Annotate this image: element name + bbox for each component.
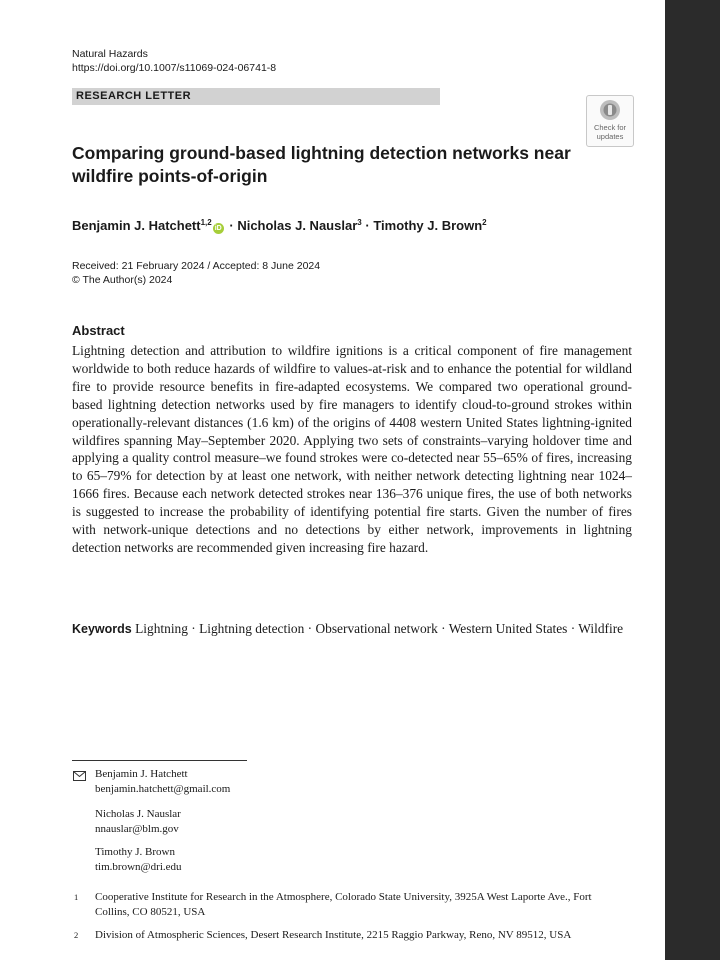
author-name: Timothy J. Brown [373, 218, 483, 233]
affiliation-number: 2 [74, 930, 79, 940]
correspondence-email[interactable]: tim.brown@dri.edu [95, 861, 182, 873]
abstract-text: Lightning detection and attribution to wildfire ignitions is a critical component of fire management worldwide to both reduce hazards of wildfire to values-at-risk and to enhance the potential for wildland fire to provide resource benefits in fire-adapted ecosystems. We compared two operational ground-based lightning detection networks used by fire managers to identify cloud-to-ground strokes within operationally-relevant distances (1.6 km) of the origins of 4408 western United States lightning-ignited wildfires spanning May–September 2020. Applying two sets of constraints–varying holdover time and applying a quality control measure–we found strokes were co-detected near 55–65% of fires, increasing to 65–79% for detection by at least one network, with neither network detecting lightning near 1024–1666 fires. Because each network detected strokes near 136–376 unique fires, the use of both networks is suggested to increase the probability of identifying potential fire starts. Given the number of fires with network-unique detections and no detections by either network, improvements in lightning detection networks are recommended given increasing fire hazard. [72, 343, 632, 555]
affiliation-text: Division of Atmospheric Sciences, Desert Research Institute, 2215 Raggio Parkway, Reno, NV 89512, USA [95, 929, 572, 941]
envelope-icon [73, 771, 86, 781]
copyright-notice: © The Author(s) 2024 [72, 274, 173, 286]
author-separator: · [229, 218, 234, 233]
correspondence-email[interactable]: nnauslar@blm.gov [95, 823, 179, 835]
affiliation-number: 1 [74, 892, 79, 902]
author-affiliation-marker: 1,2 [200, 218, 212, 227]
check-for-updates-label: Check for updates [593, 123, 627, 141]
article-type-label: RESEARCH LETTER [76, 90, 192, 102]
author-affiliation-marker: 2 [482, 218, 487, 227]
received-accepted-dates: Received: 21 February 2024 / Accepted: 8 June 2024 [72, 260, 321, 272]
keywords-text: Lightning · Lightning detection · Observational network · Western United States · Wildfire [135, 621, 624, 636]
author-affiliation-marker: 3 [357, 218, 362, 227]
abstract-heading: Abstract [72, 323, 125, 338]
correspondence-name: Timothy J. Brown [95, 846, 175, 858]
check-for-updates-badge[interactable] [586, 95, 634, 147]
article-type-banner [72, 88, 440, 105]
doi-link[interactable]: https://doi.org/10.1007/s11069-024-06741-8 [72, 62, 277, 74]
paper-title: Comparing ground-based lightning detection networks near wildfire points-of-origin [72, 143, 571, 186]
correspondence-name: Benjamin J. Hatchett [95, 768, 188, 780]
author-name: Nicholas J. Nauslar [237, 218, 358, 233]
footnote-divider [72, 760, 247, 761]
affiliation-text: Cooperative Institute for Research in the Atmosphere, Colorado State University, 3925A West Laporte Ave., Fort Collins, CO 80521, USA [95, 891, 592, 918]
orcid-icon[interactable]: iD [214, 225, 222, 232]
viewer-side-strip [665, 0, 720, 960]
check-for-updates-icon [599, 99, 621, 121]
keywords-label: Keywords [72, 622, 132, 636]
author-list [72, 214, 487, 235]
correspondence-name: Nicholas J. Nauslar [95, 808, 181, 820]
correspondence-email[interactable]: benjamin.hatchett@gmail.com [95, 783, 231, 795]
keywords [72, 620, 632, 639]
journal-name: Natural Hazards [72, 48, 148, 60]
author-name: Benjamin J. Hatchett [72, 218, 201, 233]
author-separator: · [365, 218, 370, 233]
